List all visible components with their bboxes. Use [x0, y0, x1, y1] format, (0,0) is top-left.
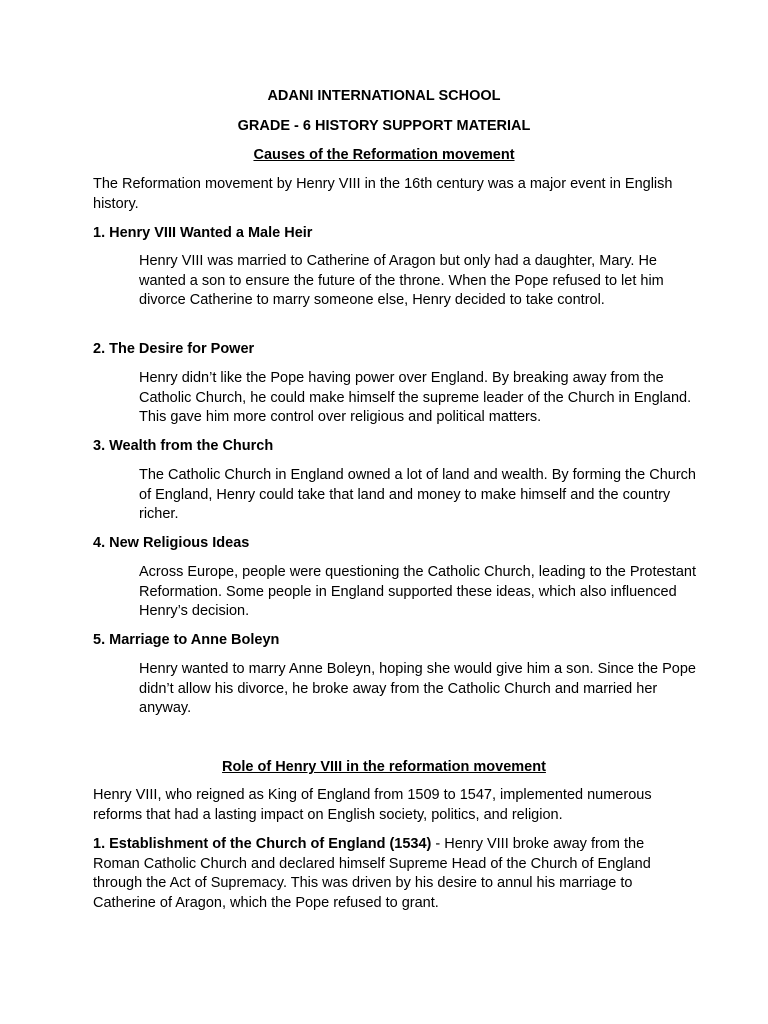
section2-title-wrap [0, 759, 768, 775]
section2-title: Role of Henry VIII in the reformation movement [222, 759, 546, 775]
role-point-1 [93, 835, 683, 913]
cause-1-body: Henry VIII was married to Catherine of Aragon but only had a daughter, Mary. He wanted a son to ensure the future of the throne. When the Pope refused to let him divorce Catherine to marry someone else, Henry decided to take control. [139, 253, 664, 308]
section1-title: Causes of the Reformation movement [253, 147, 515, 163]
section1-intro: The Reformation movement by Henry VIII in the 16th century was a major event in English history. [93, 176, 673, 212]
cause-5-heading: 5. Marriage to Anne Boleyn [93, 632, 280, 648]
cause-2-body: Henry didn’t like the Pope having power over England. By breaking away from the Catholic Church, he could make himself the supreme leader of the Church in England. This gave him more control over religious and political matters. [139, 370, 692, 425]
cause-3-body: The Catholic Church in England owned a lot of land and wealth. By forming the Church of England, Henry could take that land and money to make himself and the country richer. [139, 467, 696, 522]
page-subtitle: GRADE - 6 HISTORY SUPPORT MATERIAL [237, 118, 531, 134]
cause-4-body: Across Europe, people were questioning the Catholic Church, leading to the Protestant Reformation. Some people in England supported these ideas, which also influenced Henry’s decision. [139, 564, 696, 619]
cause-4-heading: 4. New Religious Ideas [93, 535, 250, 551]
cause-3-heading: 3. Wealth from the Church [93, 438, 274, 454]
role-point-1-body: - Henry VIII broke away from the Roman Catholic Church and declared himself Supreme Head of the Church of England through the Act of Supremacy. This was driven by his desire to annul his marriage to Catherine of Aragon, which the Pope refused to grant. [93, 836, 651, 911]
school-title: ADANI INTERNATIONAL SCHOOL [267, 88, 501, 104]
role-point-1-heading: 1. Establishment of the Church of England (1534) [93, 836, 432, 852]
cause-5-body: Henry wanted to marry Anne Boleyn, hoping she would give him a son. Since the Pope didn’t allow his divorce, he broke away from the Catholic Church and married her anyway. [139, 661, 696, 716]
cause-1-heading: 1. Henry VIII Wanted a Male Heir [93, 225, 313, 241]
section1-title-wrap [0, 147, 768, 163]
cause-2-heading: 2. The Desire for Power [93, 341, 255, 357]
section2-intro: Henry VIII, who reigned as King of England from 1509 to 1547, implemented numerous reforms that had a lasting impact on English society, politics, and religion. [93, 787, 652, 823]
